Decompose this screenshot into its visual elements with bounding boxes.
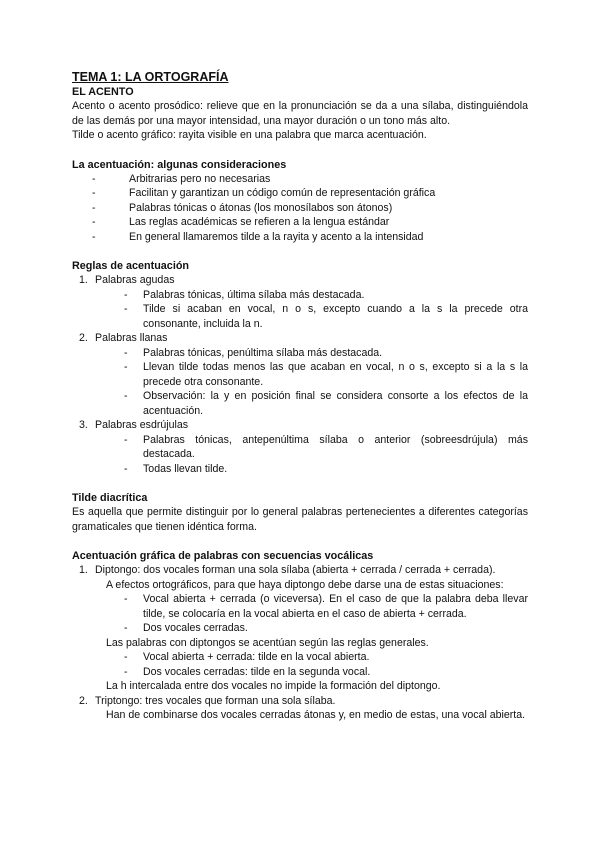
document-title: TEMA 1: LA ORTOGRAFÍA xyxy=(72,70,229,84)
paragraph-reglas-diptongo: Las palabras con diptongos se acentúan según las reglas generales. xyxy=(106,636,429,649)
section-heading-tilde-diacritica: Tilde diacrítica xyxy=(72,492,148,504)
paragraph-acento-prosodico: Acento o acento prosódico: relieve que en la pronunciación se da a una sílaba, distinguiéndola de las demás por una mayor intensidad, una mayor duración o un tono más alto. xyxy=(72,100,528,127)
list-item: - Palabras tónicas o átonas (los monosílabos son átonos) xyxy=(72,201,528,216)
numbered-item-esdrujulas: 3. Palabras esdrújulas xyxy=(79,419,189,431)
numbered-item-triptongo: 2. Triptongo: tres vocales que forman una sola sílaba. xyxy=(79,694,336,707)
numbered-item-diptongo: 1. Diptongo: dos vocales forman una sola sílaba (abierta + cerrada / cerrada + cerrada). xyxy=(79,564,496,576)
paragraph-h-intercalada: La h intercalada entre dos vocales no impide la formación del diptongo. xyxy=(106,680,441,692)
section-heading-secuencias-vocalicas: Acentuación gráfica de palabras con secuencias vocálicas xyxy=(72,550,374,562)
paragraph-tilde-diacritica: Es aquella que permite distinguir por lo general palabras pertenecientes a diferentes categorías gramaticales que tienen idéntica forma. xyxy=(72,506,528,533)
list-item: - Dos vocales cerradas. xyxy=(72,621,528,636)
list-item: - En general llamaremos tilde a la rayita y acento a la intensidad xyxy=(72,230,528,245)
list-item: - Observación: la y en posición final se considera consorte a los efectos de la acentuación. xyxy=(72,389,528,418)
list-item: - Todas llevan tilde. xyxy=(72,462,528,477)
list-item: - Facilitan y garantizan un código común de representación gráfica xyxy=(72,186,528,201)
paragraph-tilde: Tilde o acento gráfico: rayita visible en una palabra que marca acentuación. xyxy=(72,129,427,141)
list-item: - Palabras tónicas, última sílaba más destacada. xyxy=(72,288,528,303)
numbered-item-agudas: 1. Palabras agudas xyxy=(79,274,175,286)
list-item: - Llevan tilde todas menos las que acaban en vocal, n o s, excepto si a la s la precede otra consonante. xyxy=(72,360,528,389)
list-item: - Arbitrarias pero no necesarias xyxy=(72,172,528,187)
list-item: - Vocal abierta + cerrada (o viceversa). En el caso de que la palabra deba llevar tilde, se colocaría en la vocal abierta en el caso de abierta + cerrada. xyxy=(72,592,528,621)
list-item: - Palabras tónicas, antepenúltima sílaba o anterior (sobreesdrújula) más destacada. xyxy=(72,433,528,462)
list-item: - Las reglas académicas se refieren a la lengua estándar xyxy=(72,215,528,230)
numbered-item-llanas: 2. Palabras llanas xyxy=(79,332,168,344)
list-item: - Dos vocales cerradas: tilde en la segunda vocal. xyxy=(72,665,528,680)
list-item: - Tilde si acaban en vocal, n o s, excepto cuando a la s la precede otra consonante, incluida la n. xyxy=(72,302,528,331)
section-heading-consideraciones: La acentuación: algunas consideraciones xyxy=(72,158,287,171)
section-heading-reglas: Reglas de acentuación xyxy=(72,260,190,272)
section-heading-acento: EL ACENTO xyxy=(72,86,134,98)
paragraph-triptongo: Han de combinarse dos vocales cerradas átonas y, en medio de estas, una vocal abierta. xyxy=(106,709,526,721)
list-item: - Palabras tónicas, penúltima sílaba más destacada. xyxy=(72,346,528,361)
list-item: - Vocal abierta + cerrada: tilde en la vocal abierta. xyxy=(72,650,528,665)
document-page xyxy=(72,70,528,723)
paragraph-efectos: A efectos ortográficos, para que haya diptongo debe darse una de estas situaciones: xyxy=(106,578,504,591)
